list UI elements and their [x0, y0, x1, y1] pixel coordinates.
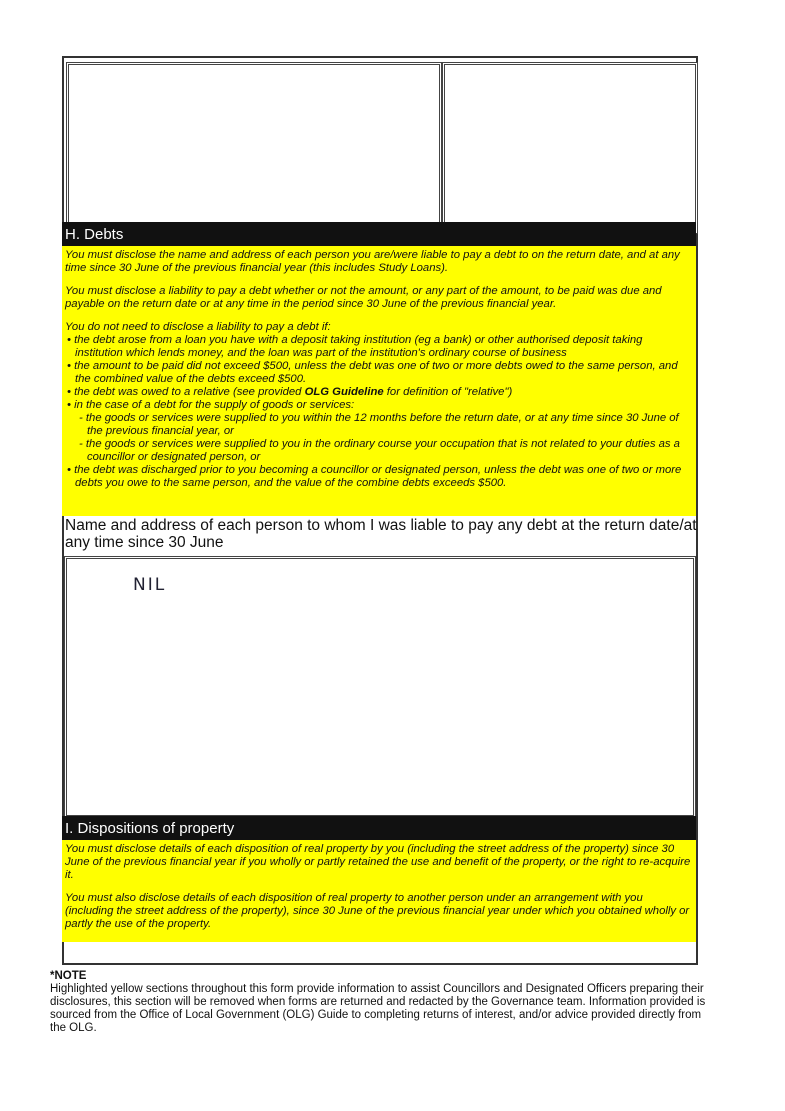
section-h-header: H. Debts [62, 222, 696, 246]
exemption-item: • the debt was discharged prior to you becoming a councillor or designated person, unless the debt was one of two or more debts you owe to the same person, and the value of the combine debts exceeds $500. [67, 464, 682, 489]
exemption-item: • the debt arose from a loan you have with a deposit taking institution (eg a bank) or other authorised deposit taking institution which lends money, and the loan was part of the institution's ordinary course of business [67, 334, 643, 359]
exemption-item: • the amount to be paid did not exceed $500, unless the debt was one of two or more debts owed to the same person, and the combined value of the debts exceed $500. [67, 360, 678, 385]
previous-entry-box-left[interactable] [66, 62, 442, 234]
exemption-item [65, 386, 693, 399]
exemption-item: • in the case of a debt for the supply of goods or services: [67, 399, 355, 411]
note-text: Highlighted yellow sections throughout this form provide information to assist Councillors and Designated Officers preparing their disclosures, this section will be removed when forms are returned and redacted by the Governance team. Information provided is sourced from the Office of Local Government (OLG) Guide to completing returns of interest, and/or advice provided directly from the OLG. [50, 983, 706, 1034]
note-title: *NOTE [50, 970, 87, 982]
debts-field-label: Name and address of each person to whom I was liable to pay any debt at the return date/at any time since 30 June [65, 517, 697, 551]
section-h-guidance [62, 246, 696, 516]
olg-guideline-ref: OLG Guideline [304, 386, 384, 398]
section-i-header: I. Dispositions of property [62, 816, 696, 840]
debts-field-input[interactable] [64, 556, 696, 818]
handwritten-entry: NIL [133, 575, 167, 595]
previous-entry-box-right[interactable] [442, 62, 698, 234]
guidance-paragraph: You must disclose the name and address of each person you are/were liable to pay a debt to on the return date, and at any time since 30 June of the previous financial year (this includes Study Loans). [65, 249, 680, 274]
guidance-paragraph: You must disclose details of each disposition of real property by you (including the street address of the property) since 30 June of the previous financial year if you wholly or partly retained the use and benefit of the property, or the right to re-acquire it. [65, 843, 691, 881]
exemption-subitem: - the goods or services were supplied to you within the 12 months before the return date, or at any time since 30 June of the previous financial year, or [79, 412, 679, 437]
guidance-paragraph: You must also disclose details of each disposition of real property to another person under an arrangement with you (including the street address of the property), since 30 June of the previous financial year under which you obtained wholly or partly the use of the property. [65, 892, 690, 930]
guidance-intro: You do not need to disclose a liability to pay a debt if: [65, 321, 331, 333]
text: for definition of "relative") [383, 386, 513, 398]
exemption-subitem: - the goods or services were supplied to you in the ordinary course your occupation that is not related to your duties as a councillor or designated person, or [79, 438, 680, 463]
text: • the debt was owed to a relative (see provided [67, 386, 305, 398]
guidance-paragraph: You must disclose a liability to pay a debt whether or not the amount, or any part of the amount, to be paid was due and payable on the return date or at any time in the period since 30 June of the previous financial year. [65, 285, 662, 310]
footer-note [50, 970, 720, 1035]
exemption-list [65, 334, 693, 490]
section-i-guidance [62, 840, 696, 942]
